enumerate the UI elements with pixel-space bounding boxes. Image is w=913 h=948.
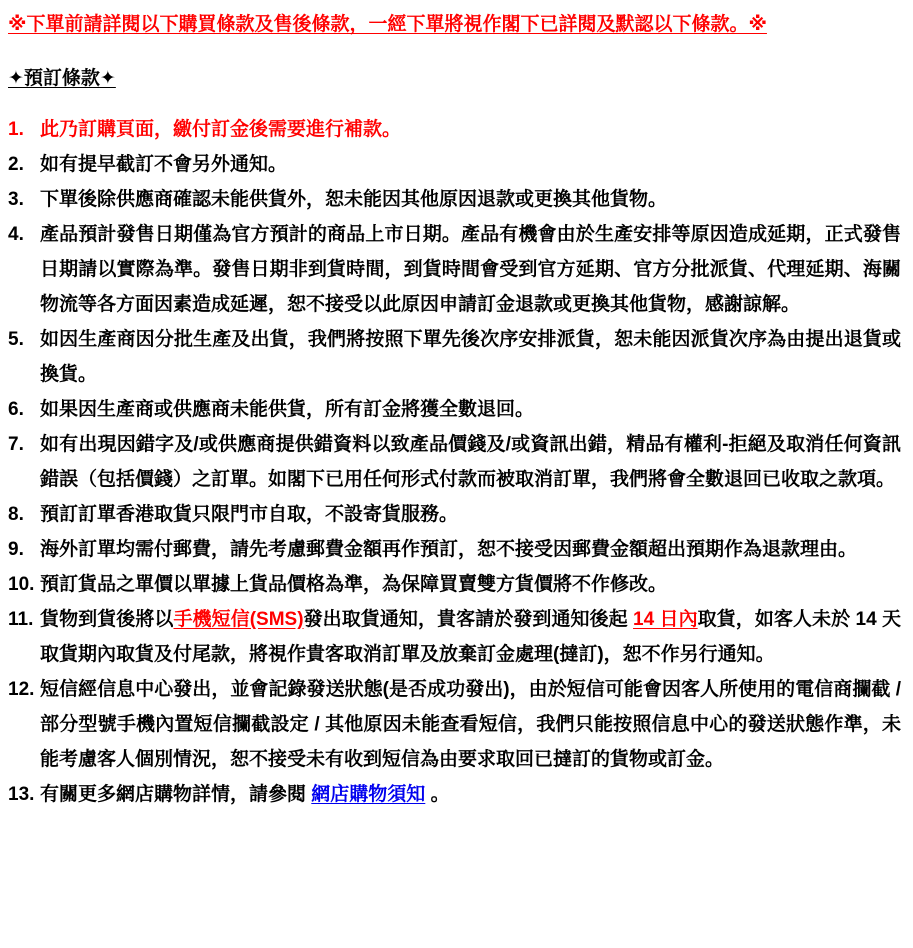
term-text xyxy=(40,672,901,777)
term-item xyxy=(8,567,901,602)
term-text-segment: 短信經信息中心發出，並會記錄發送狀態(是否成功發出)，由於短信可能會因客人所使用的電信商攔截 / 部分型號手機內置短信攔截設定 / 其他原因未能查看短信，我們只能按照信息中心的發送狀態作準，未能考慮客人個別情況，恕不接受未有收到短信為由要求取回已撻訂的貨物或訂金。 xyxy=(40,678,901,770)
term-text-segment: 預訂貨品之單價以單據上貨品價格為準，為保障買賣雙方貨價將不作修改。 xyxy=(40,573,668,595)
term-text-segment: 如有出現因錯字及/或供應商提供錯資料以致產品價錢及/或資訊出錯，精品有權利-拒絕及取消任何資訊錯誤（包括價錢）之訂單。如閣下已用任何形式付款而被取消訂單，我們將會全數退回已收取之款項。 xyxy=(40,433,901,490)
term-item xyxy=(8,147,901,182)
term-text xyxy=(40,497,901,532)
term-number: 3. xyxy=(8,188,24,210)
term-text-segment: 有關更多網店購物詳情，請參閱 xyxy=(40,783,312,805)
term-number: 11. xyxy=(8,608,34,630)
term-item xyxy=(8,322,901,392)
term-text-segment: 取貨，如客人未於 14 天取貨期內取貨及付尾款，將視作貴客取消訂單及放棄訂金處理(撻訂)，恕不作另行通知。 xyxy=(40,608,901,665)
notice-title: ※下單前請詳閱以下購買條款及售後條款，一經下單將視作閣下已詳閱及默認以下條款。※ xyxy=(8,14,767,35)
term-text xyxy=(40,217,901,322)
term-text-segment: 如因生產商因分批生產及出貨，我們將按照下單先後次序安排派貨，恕未能因派貨次序為由提出退貨或換貨。 xyxy=(40,328,901,385)
shop-notice-link[interactable]: 網店購物須知 xyxy=(311,783,426,805)
term-number: 9. xyxy=(8,538,24,560)
term-text xyxy=(40,112,901,147)
term-number: 13. xyxy=(8,783,35,805)
term-text-segment: 如有提早截訂不會另外通知。 xyxy=(40,153,288,175)
term-text xyxy=(40,322,901,392)
term-item xyxy=(8,602,901,672)
term-number: 12. xyxy=(8,678,35,700)
term-item xyxy=(8,672,901,777)
section-heading: ✦預訂條款✦ xyxy=(8,67,116,89)
term-number: 5. xyxy=(8,328,24,350)
term-text xyxy=(40,777,901,812)
term-item xyxy=(8,532,901,567)
term-item xyxy=(8,777,901,812)
highlighted-text: 14 日內 xyxy=(633,608,698,630)
term-text-segment: 此乃訂購頁面，繳付訂金後需要進行補款。 xyxy=(40,118,402,140)
term-item xyxy=(8,427,901,497)
term-number: 4. xyxy=(8,223,24,245)
term-text-segment: 。 xyxy=(425,783,450,805)
term-item xyxy=(8,392,901,427)
term-text-segment: 海外訂單均需付郵費，請先考慮郵費金額再作預訂，恕不接受因郵費金額超出預期作為退款理由。 xyxy=(40,538,858,560)
term-number: 10. xyxy=(8,573,35,595)
term-item xyxy=(8,182,901,217)
term-text-segment: 如果因生產商或供應商未能供貨，所有訂金將獲全數退回。 xyxy=(40,398,535,420)
term-text-segment: 貨物到貨後將以 xyxy=(40,608,174,630)
term-number: 1. xyxy=(8,118,24,140)
term-text xyxy=(40,602,901,672)
term-text xyxy=(40,182,901,217)
term-text xyxy=(40,567,901,602)
term-text-segment: 發出取貨通知，貴客請於發到通知後起 xyxy=(303,608,634,630)
term-item xyxy=(8,497,901,532)
term-text xyxy=(40,532,901,567)
term-text-segment: 下單後除供應商確認未能供貨外，恕未能因其他原因退款或更換其他貨物。 xyxy=(40,188,668,210)
terms-list xyxy=(8,112,901,812)
term-item xyxy=(8,217,901,322)
term-text-segment: 預訂訂單香港取貨只限門市自取，不設寄貨服務。 xyxy=(40,503,459,525)
term-number: 6. xyxy=(8,398,24,420)
term-text xyxy=(40,392,901,427)
term-number: 2. xyxy=(8,153,24,175)
highlighted-text: 手機短信(SMS) xyxy=(173,608,304,630)
term-text-segment: 產品預計發售日期僅為官方預計的商品上市日期。產品有機會由於生產安排等原因造成延期，正式發售日期請以實際為準。發售日期非到貨時間，到貨時間會受到官方延期、官方分批派貨、代理延期、海關物流等各方面因素造成延遲，恕不接受以此原因申請訂金退款或更換其他貨物，感謝諒解。 xyxy=(40,223,901,315)
term-number: 8. xyxy=(8,503,24,525)
term-text xyxy=(40,147,901,182)
term-number: 7. xyxy=(8,433,24,455)
term-text xyxy=(40,427,901,497)
term-item xyxy=(8,112,901,147)
